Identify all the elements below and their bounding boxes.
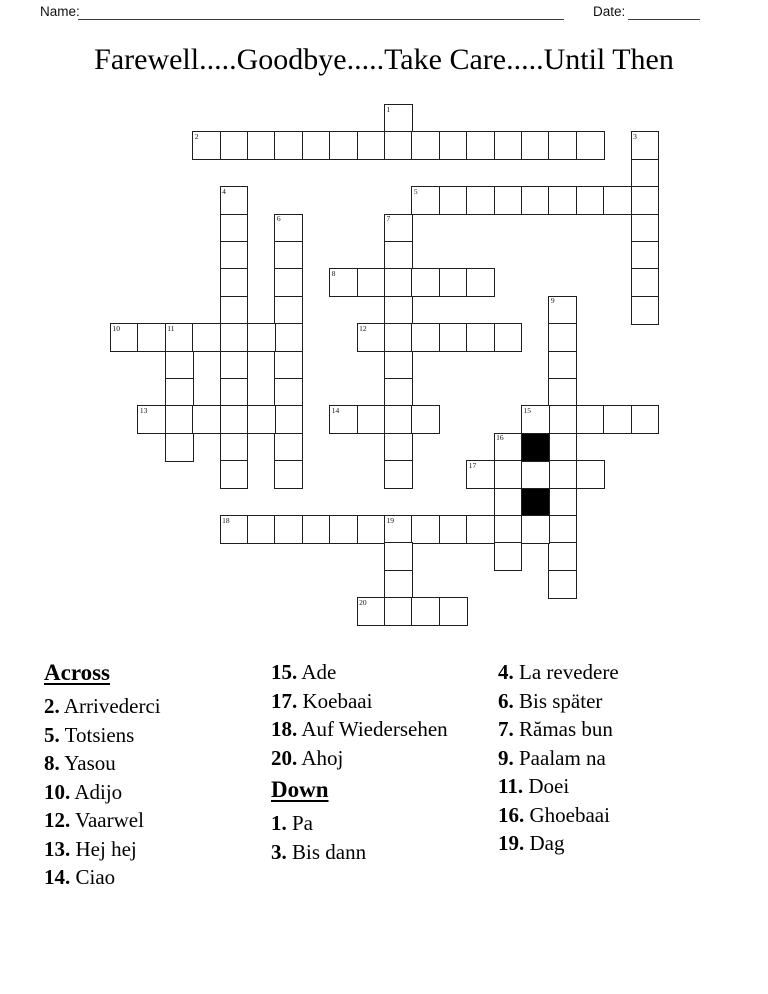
grid-cell[interactable] [494, 323, 523, 352]
grid-cell[interactable] [439, 597, 468, 626]
grid-cell[interactable] [384, 104, 413, 133]
grid-cell[interactable] [494, 186, 523, 215]
grid-cell[interactable] [631, 405, 660, 434]
cell-number: 17 [468, 460, 477, 470]
grid-cell-black [521, 433, 550, 462]
grid-cell[interactable] [247, 131, 276, 160]
cell-number: 5 [413, 186, 418, 196]
grid-cell[interactable] [411, 323, 440, 352]
grid-cell[interactable] [274, 241, 303, 270]
grid-cell[interactable] [548, 351, 577, 380]
grid-cell[interactable] [192, 323, 221, 352]
clue-text: Hej hej [70, 836, 137, 861]
grid-cell[interactable] [274, 351, 303, 380]
grid-cell[interactable] [165, 351, 194, 380]
grid-cell[interactable] [631, 159, 660, 188]
clue-item [44, 863, 262, 892]
grid-cell[interactable] [302, 131, 331, 160]
clue-item [44, 721, 262, 750]
clue-item [498, 744, 716, 773]
grid-cell[interactable] [631, 241, 660, 270]
clue-text: Adijo [70, 779, 123, 804]
cell-number: 9 [550, 296, 555, 306]
grid-cell[interactable] [357, 131, 386, 160]
cell-number: 14 [331, 405, 340, 415]
clue-number: 13. [44, 836, 71, 861]
cell-number: 3 [633, 131, 637, 141]
grid-cell[interactable] [274, 405, 303, 434]
grid-cell[interactable] [466, 460, 495, 489]
cell-number: 10 [112, 323, 120, 333]
cell-number: 19 [386, 515, 394, 525]
clue-column-1 [44, 658, 262, 892]
grid-cell[interactable] [329, 131, 358, 160]
grid-cell[interactable] [110, 323, 139, 352]
grid-cell[interactable] [548, 131, 577, 160]
grid-cell[interactable] [411, 186, 440, 215]
clue-item [271, 838, 471, 867]
grid-cell[interactable] [247, 405, 276, 434]
grid-cell[interactable] [192, 131, 221, 160]
grid-cell[interactable] [357, 515, 386, 544]
clue-number: 16. [498, 802, 525, 827]
clue-number: 18. [271, 717, 298, 741]
grid-cell[interactable] [220, 378, 249, 407]
grid-cell[interactable] [165, 378, 194, 407]
grid-cell[interactable] [247, 515, 276, 544]
grid-cell[interactable] [548, 515, 577, 544]
clue-item [44, 778, 262, 807]
grid-cell[interactable] [548, 186, 577, 215]
grid-cell[interactable] [384, 515, 413, 544]
cell-number: 20 [359, 597, 367, 607]
grid-cell[interactable] [631, 131, 660, 160]
clue-item [44, 806, 262, 835]
grid-cell[interactable] [576, 131, 605, 160]
clue-item [498, 658, 716, 687]
clue-item [271, 809, 471, 838]
grid-cell[interactable] [384, 351, 413, 380]
cell-number: 8 [331, 268, 336, 278]
clue-item [44, 749, 262, 778]
grid-cell[interactable] [603, 186, 632, 215]
grid-cell[interactable] [220, 515, 249, 544]
cell-number: 18 [222, 515, 230, 525]
grid-cell[interactable] [192, 405, 221, 434]
clue-text: Ghoebaai [524, 802, 610, 827]
clue-number: 12. [44, 808, 71, 832]
clue-number: 5. [44, 722, 60, 747]
grid-cell[interactable] [631, 296, 660, 325]
grid-cell[interactable] [411, 268, 440, 297]
clue-text: Pa [286, 811, 313, 835]
grid-cell[interactable] [576, 186, 605, 215]
grid-cell[interactable] [274, 460, 303, 489]
grid-cell[interactable] [548, 488, 577, 517]
clue-heading-across: Across [44, 660, 111, 685]
grid-cell[interactable] [548, 570, 577, 599]
cell-number: 2 [194, 131, 199, 141]
grid-cell[interactable] [466, 268, 495, 297]
grid-cell[interactable] [274, 378, 303, 407]
grid-cell[interactable] [384, 570, 413, 599]
clue-number: 1. [271, 811, 287, 835]
cell-number: 4 [222, 186, 226, 196]
grid-cell[interactable] [329, 405, 358, 434]
clue-number: 6. [498, 688, 514, 713]
grid-cell[interactable] [274, 515, 303, 544]
clue-text: Auf Wiedersehen [297, 717, 448, 741]
clue-item [498, 715, 716, 744]
clue-number: 20. [271, 745, 298, 770]
grid-cell[interactable] [439, 268, 468, 297]
grid-cell-black [521, 488, 550, 517]
grid-cell[interactable] [384, 131, 413, 160]
grid-cell[interactable] [274, 433, 303, 462]
clue-number: 10. [44, 779, 71, 804]
clue-text: Totsiens [59, 722, 135, 747]
grid-cell[interactable] [411, 597, 440, 626]
grid-cell[interactable] [220, 268, 249, 297]
grid-cell[interactable] [521, 186, 550, 215]
clue-number: 19. [498, 831, 525, 855]
clue-text: Ade [297, 660, 337, 684]
clue-text: Koebaai [297, 688, 373, 713]
grid-cell[interactable] [494, 488, 523, 517]
grid-cell[interactable] [631, 268, 660, 297]
grid-cell[interactable] [521, 515, 550, 544]
clue-text: Bis dann [286, 839, 367, 864]
grid-cell[interactable] [548, 323, 577, 352]
grid-cell[interactable] [357, 323, 386, 352]
cell-number: 11 [167, 323, 175, 333]
grid-cell[interactable] [329, 515, 358, 544]
grid-cell[interactable] [439, 131, 468, 160]
grid-cell[interactable] [548, 460, 577, 489]
grid-cell[interactable] [137, 323, 166, 352]
clue-item [498, 829, 716, 858]
puzzle-title: Farewell.....Goodbye.....Take Care.....Until Then [94, 43, 674, 76]
grid-cell[interactable] [247, 323, 276, 352]
clue-item [498, 687, 716, 716]
grid-cell[interactable] [521, 460, 550, 489]
grid-cell[interactable] [631, 186, 660, 215]
grid-cell[interactable] [576, 405, 605, 434]
clue-item [498, 772, 716, 801]
grid-cell[interactable] [384, 405, 413, 434]
name-label: Name: [40, 4, 80, 19]
grid-cell[interactable] [384, 542, 413, 571]
grid-cell[interactable] [274, 214, 303, 243]
cell-number: 16 [496, 433, 504, 443]
grid-cell[interactable] [494, 542, 523, 571]
grid-cell[interactable] [439, 186, 468, 215]
clue-item [271, 744, 471, 773]
clue-item [44, 692, 262, 721]
grid-cell[interactable] [384, 597, 413, 626]
grid-cell[interactable] [466, 131, 495, 160]
clue-text: Ahoj [297, 745, 344, 770]
clue-number: 8. [44, 751, 60, 775]
grid-cell[interactable] [137, 405, 166, 434]
grid-cell[interactable] [384, 214, 413, 243]
clue-text: Dag [524, 831, 565, 855]
grid-cell[interactable] [220, 460, 249, 489]
cell-number: 7 [386, 214, 391, 224]
grid-cell[interactable] [548, 405, 577, 434]
clue-number: 9. [498, 745, 514, 770]
grid-cell[interactable] [384, 460, 413, 489]
grid-cell[interactable] [439, 323, 468, 352]
grid-cell[interactable] [220, 405, 249, 434]
grid-cell[interactable] [220, 131, 249, 160]
grid-cell[interactable] [329, 268, 358, 297]
clue-text: La revedere [513, 660, 619, 684]
grid-cell[interactable] [274, 296, 303, 325]
grid-cell[interactable] [220, 433, 249, 462]
grid-cell[interactable] [548, 542, 577, 571]
clue-text: Ciao [70, 865, 116, 889]
grid-cell[interactable] [466, 515, 495, 544]
cell-number: 13 [139, 405, 148, 415]
clue-number: 7. [498, 717, 514, 741]
grid-cell[interactable] [384, 323, 413, 352]
clue-item [44, 835, 262, 864]
grid-cell[interactable] [384, 296, 413, 325]
grid-cell[interactable] [466, 323, 495, 352]
clue-text: Arrivederci [59, 694, 161, 718]
grid-cell[interactable] [548, 378, 577, 407]
grid-cell[interactable] [494, 515, 523, 544]
grid-cell[interactable] [548, 433, 577, 462]
clue-item [271, 687, 471, 716]
grid-cell[interactable] [384, 268, 413, 297]
grid-cell[interactable] [384, 433, 413, 462]
grid-cell[interactable] [384, 241, 413, 270]
clue-text: Rămas bun [513, 717, 613, 741]
date-label: Date: [593, 4, 626, 19]
clue-heading-down: Down [271, 777, 329, 802]
grid-cell[interactable] [411, 405, 440, 434]
grid-cell[interactable] [220, 351, 249, 380]
grid-cell[interactable] [384, 378, 413, 407]
grid-cell[interactable] [411, 131, 440, 160]
clue-item [271, 658, 471, 687]
clue-column-2 [271, 658, 471, 866]
grid-cell[interactable] [220, 214, 249, 243]
grid-cell[interactable] [521, 131, 550, 160]
grid-cell[interactable] [220, 186, 249, 215]
grid-cell[interactable] [274, 268, 303, 297]
clue-number: 15. [271, 660, 298, 684]
grid-cell[interactable] [521, 405, 550, 434]
clue-number: 14. [44, 865, 71, 889]
grid-cell[interactable] [220, 323, 249, 352]
clue-text: Paalam na [513, 745, 606, 770]
grid-cell[interactable] [466, 186, 495, 215]
grid-cell[interactable] [165, 405, 194, 434]
cell-number: 1 [386, 104, 391, 114]
clue-item [498, 801, 716, 830]
grid-cell[interactable] [357, 405, 386, 434]
grid-cell[interactable] [357, 268, 386, 297]
grid-cell[interactable] [220, 296, 249, 325]
grid-cell[interactable] [165, 323, 194, 352]
clue-text: Vaarwel [70, 808, 144, 832]
cell-number: 6 [276, 214, 281, 224]
grid-cell[interactable] [494, 131, 523, 160]
clue-number: 4. [498, 660, 514, 684]
clue-number: 2. [44, 694, 60, 718]
grid-cell[interactable] [220, 241, 249, 270]
clue-text: Bis später [513, 688, 603, 713]
grid-cell[interactable] [411, 515, 440, 544]
grid-cell[interactable] [439, 515, 468, 544]
grid-cell[interactable] [357, 597, 386, 626]
grid-cell[interactable] [631, 214, 660, 243]
clue-number: 3. [271, 839, 287, 864]
clue-column-3 [498, 658, 716, 858]
grid-cell[interactable] [302, 515, 331, 544]
clue-text: Doei [523, 774, 570, 798]
grid-cell[interactable] [274, 323, 303, 352]
grid-cell[interactable] [548, 296, 577, 325]
clue-number: 17. [271, 688, 298, 713]
clue-number: 11. [498, 774, 524, 798]
cell-number: 12 [359, 323, 367, 333]
grid-cell[interactable] [603, 405, 632, 434]
grid-cell[interactable] [494, 460, 523, 489]
grid-cell[interactable] [576, 460, 605, 489]
grid-cell[interactable] [165, 433, 194, 462]
cell-number: 15 [523, 405, 531, 415]
grid-cell[interactable] [494, 433, 523, 462]
clue-item [271, 715, 471, 744]
grid-cell[interactable] [274, 131, 303, 160]
clue-text: Yasou [59, 751, 116, 775]
